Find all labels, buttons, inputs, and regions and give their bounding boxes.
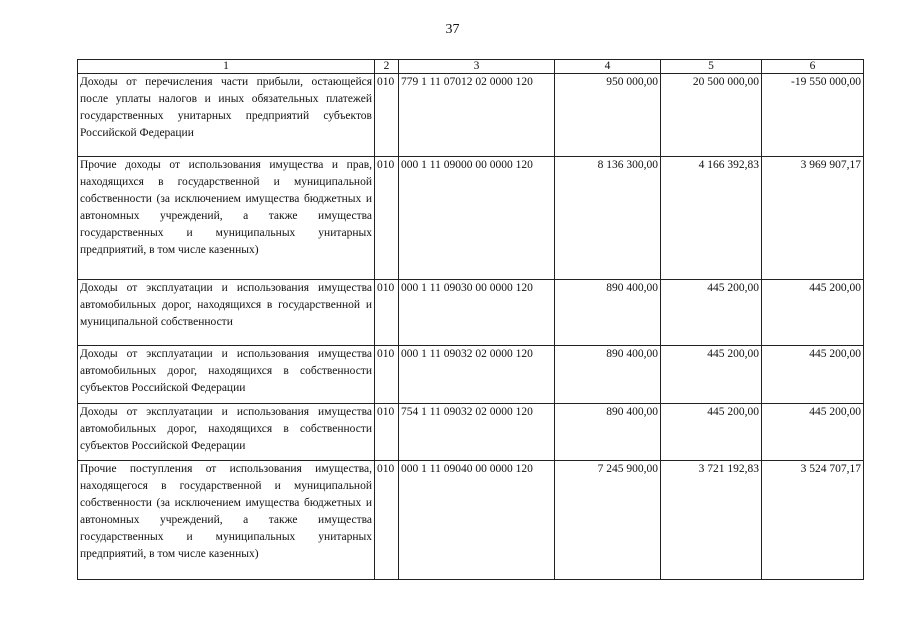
row-value-col4: 7 245 900,00 bbox=[555, 461, 661, 580]
row-description: Доходы от эксплуатации и использования имущества автомобильных дорог, находящихся в собственности субъектов Российской Федерации bbox=[78, 404, 375, 461]
table-row bbox=[78, 157, 864, 280]
row-line-code: 010 bbox=[375, 74, 399, 157]
table-row bbox=[78, 461, 864, 580]
row-value-col4: 950 000,00 bbox=[555, 74, 661, 157]
column-header-6: 6 bbox=[762, 60, 864, 74]
budget-table bbox=[77, 59, 864, 580]
column-header-4: 4 bbox=[555, 60, 661, 74]
row-classification-code: 000 1 11 09000 00 0000 120 bbox=[399, 157, 555, 280]
row-classification-code: 000 1 11 09040 00 0000 120 bbox=[399, 461, 555, 580]
row-value-col5: 3 721 192,83 bbox=[661, 461, 762, 580]
row-classification-code: 000 1 11 09032 02 0000 120 bbox=[399, 346, 555, 404]
row-value-col6: 445 200,00 bbox=[762, 404, 864, 461]
row-value-col4: 890 400,00 bbox=[555, 280, 661, 346]
row-value-col6: -19 550 000,00 bbox=[762, 74, 864, 157]
row-description: Доходы от эксплуатации и использования имущества автомобильных дорог, находящихся в собственности субъектов Российской Федерации bbox=[78, 346, 375, 404]
row-classification-code: 754 1 11 09032 02 0000 120 bbox=[399, 404, 555, 461]
row-value-col6: 3 524 707,17 bbox=[762, 461, 864, 580]
row-value-col4: 890 400,00 bbox=[555, 404, 661, 461]
table-row bbox=[78, 346, 864, 404]
row-line-code: 010 bbox=[375, 404, 399, 461]
row-line-code: 010 bbox=[375, 346, 399, 404]
row-value-col6: 445 200,00 bbox=[762, 280, 864, 346]
row-value-col5: 445 200,00 bbox=[661, 346, 762, 404]
row-description: Доходы от перечисления части прибыли, остающейся после уплаты налогов и иных обязательных платежей государственных унитарных предприятий субъектов Российской Федерации bbox=[78, 74, 375, 157]
row-value-col5: 4 166 392,83 bbox=[661, 157, 762, 280]
column-header-5: 5 bbox=[661, 60, 762, 74]
row-value-col6: 445 200,00 bbox=[762, 346, 864, 404]
column-header-2: 2 bbox=[375, 60, 399, 74]
table-row bbox=[78, 404, 864, 461]
row-description: Прочие поступления от использования имущества, находящегося в государственной и муниципальной собственности (за исключением имущества бюджетных и автономных учреждений, а также имущества государственных и муниципальных унитарных предприятий, в том числе казенных) bbox=[78, 461, 375, 580]
column-header-3: 3 bbox=[399, 60, 555, 74]
row-line-code: 010 bbox=[375, 461, 399, 580]
row-description: Доходы от эксплуатации и использования имущества автомобильных дорог, находящихся в государственной и муниципальной собственности bbox=[78, 280, 375, 346]
row-description: Прочие доходы от использования имущества и прав, находящихся в государственной и муниципальной собственности (за исключением имущества бюджетных и автономных учреждений, а также имущества государственных и муниципальных унитарных предприятий, в том числе казенных) bbox=[78, 157, 375, 280]
column-header-1: 1 bbox=[78, 60, 375, 74]
row-value-col5: 20 500 000,00 bbox=[661, 74, 762, 157]
row-value-col5: 445 200,00 bbox=[661, 404, 762, 461]
table-header-row bbox=[78, 60, 864, 74]
page-number: 37 bbox=[445, 22, 460, 37]
row-value-col6: 3 969 907,17 bbox=[762, 157, 864, 280]
row-value-col4: 890 400,00 bbox=[555, 346, 661, 404]
row-line-code: 010 bbox=[375, 280, 399, 346]
row-value-col5: 445 200,00 bbox=[661, 280, 762, 346]
table-row bbox=[78, 280, 864, 346]
row-value-col4: 8 136 300,00 bbox=[555, 157, 661, 280]
row-line-code: 010 bbox=[375, 157, 399, 280]
row-classification-code: 779 1 11 07012 02 0000 120 bbox=[399, 74, 555, 157]
table-row bbox=[78, 74, 864, 157]
row-classification-code: 000 1 11 09030 00 0000 120 bbox=[399, 280, 555, 346]
